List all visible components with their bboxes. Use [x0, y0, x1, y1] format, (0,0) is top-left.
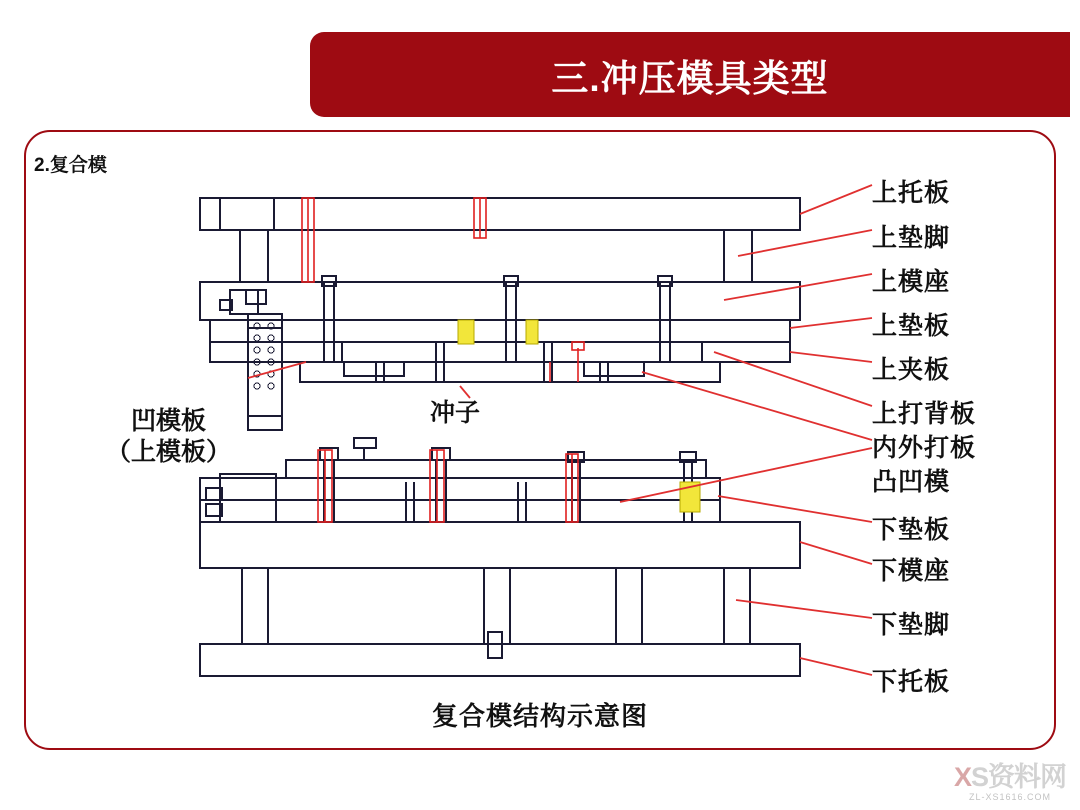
- watermark-s: S: [970, 762, 988, 792]
- callout-label-1: 上垫脚: [872, 224, 951, 252]
- watermark-suffix: 资料网: [988, 762, 1066, 792]
- callout-label-7: 凸凹模: [872, 468, 951, 496]
- figure-caption: 复合模结构示意图: [431, 701, 648, 731]
- inner-label-punch-line1: 冲子: [430, 399, 481, 427]
- header-banner: [310, 32, 1070, 117]
- callout-label-3: 上垫板: [872, 312, 951, 340]
- section-label: 2.复合模: [34, 155, 107, 176]
- watermark-x: X: [953, 762, 971, 792]
- callout-label-9: 下模座: [872, 557, 951, 585]
- inner-label-punch: [430, 398, 480, 429]
- callout-label-4: 上夹板: [872, 356, 951, 384]
- callout-label-8: 下垫板: [872, 516, 951, 544]
- inner-label-cavity-plate-line1: 凹模板: [131, 407, 207, 435]
- callout-label-2: 上模座: [872, 268, 951, 296]
- callout-label-6: 内外打板: [872, 434, 977, 462]
- watermark-sub: ZL-XS1616.COM: [968, 792, 1051, 802]
- callout-label-11: 下托板: [872, 668, 951, 696]
- callout-label-5: 上打背板: [872, 400, 977, 428]
- watermark: [954, 755, 1066, 802]
- inner-label-cavity-plate: [106, 406, 231, 469]
- callout-label-0: 上托板: [872, 179, 951, 207]
- page-title: 三.冲压模具类型: [551, 57, 829, 99]
- watermark-main: [954, 755, 1066, 794]
- inner-label-cavity-plate-line2: （上模板）: [106, 438, 232, 467]
- callout-label-10: 下垫脚: [872, 611, 951, 639]
